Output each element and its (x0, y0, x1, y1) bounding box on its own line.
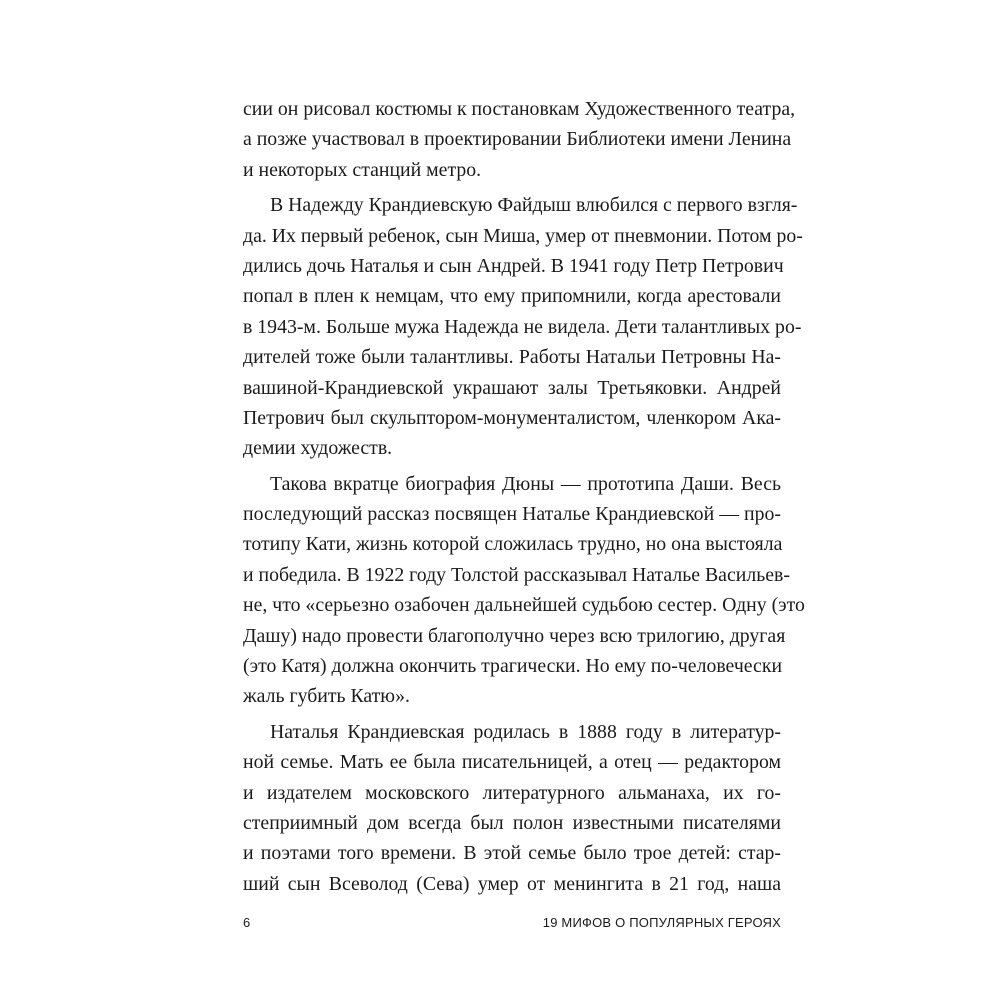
text-line: дились дочь Наталья и сын Андрей. В 1941 году Петр Петрович (243, 254, 784, 277)
text-line: степриимный дом всегда был полон известными писателями (243, 811, 781, 834)
text-line: не, что «серьезно озабочен дальнейшей судьбою сестер. Одну (это (243, 594, 805, 617)
text-line: Петрович был скульптором-монументалистом, членкором Ака- (243, 406, 781, 429)
text-line: сии он рисовал костюмы к постановкам Художественного театра, (243, 98, 796, 120)
body-text (243, 94, 805, 899)
text-line: демии художеств. (243, 437, 393, 460)
text-line: Наталья Крандиевская родилась в 1888 году в литератур- (270, 720, 781, 743)
text-line: последующий рассказ посвящен Наталье Крандиевской — про- (243, 503, 781, 526)
text-line: и поэтами того времени. В этой семье было трое детей: стар- (243, 842, 781, 865)
page-footer (243, 915, 781, 935)
text-line: в 1943-м. Больше мужа Надежда не видела. Дети талантливых ро- (243, 315, 802, 338)
text-line: да. Их первый ребенок, сын Миша, умер от пневмонии. Потом ро- (243, 224, 803, 247)
text-line: тотипу Кати, жизнь которой сложилась трудно, но она выстояла (243, 533, 783, 556)
text-line: ной семье. Мать ее была писательницей, а отец — редактором (243, 751, 781, 774)
text-line: дителей тоже были талантливы. Работы Натальи Петровны На- (243, 346, 781, 369)
text-line: и победила. В 1922 году Толстой рассказывал Наталье Васильев- (243, 563, 790, 586)
running-title: 19 МИФОВ О ПОПУЛЯРНЫХ ГЕРОЯХ (542, 915, 781, 930)
text-line: (это Катя) должна окончить трагически. Но ему по-человечески (243, 655, 783, 678)
text-line: попал в плен к немцам, что ему припомнили, когда арестовали (243, 285, 781, 308)
text-line: и некоторых станций метро. (243, 158, 482, 181)
text-line: а позже участвовал в проектировании Библиотеки имени Ленина (243, 128, 792, 151)
text-line: вашиной-Крандиевской украшают залы Третьяковки. Андрей (243, 376, 781, 399)
text-line: Такова вкратце биография Дюны — прототипа Даши. Весь (270, 472, 781, 495)
text-line: В Надежду Крандиевскую Файдыш влюбился с первого взгля- (270, 194, 798, 217)
page-number: 6 (243, 915, 251, 930)
text-line: Дашу) надо провести благополучно через всю трилогию, другая (243, 624, 786, 647)
text-line: жаль губить Катю». (243, 685, 410, 708)
text-line: и издателем московского литературного альманаха, их го- (243, 781, 781, 804)
text-line: ший сын Всеволод (Сева) умер от менингита в 21 год, наша (243, 872, 781, 895)
